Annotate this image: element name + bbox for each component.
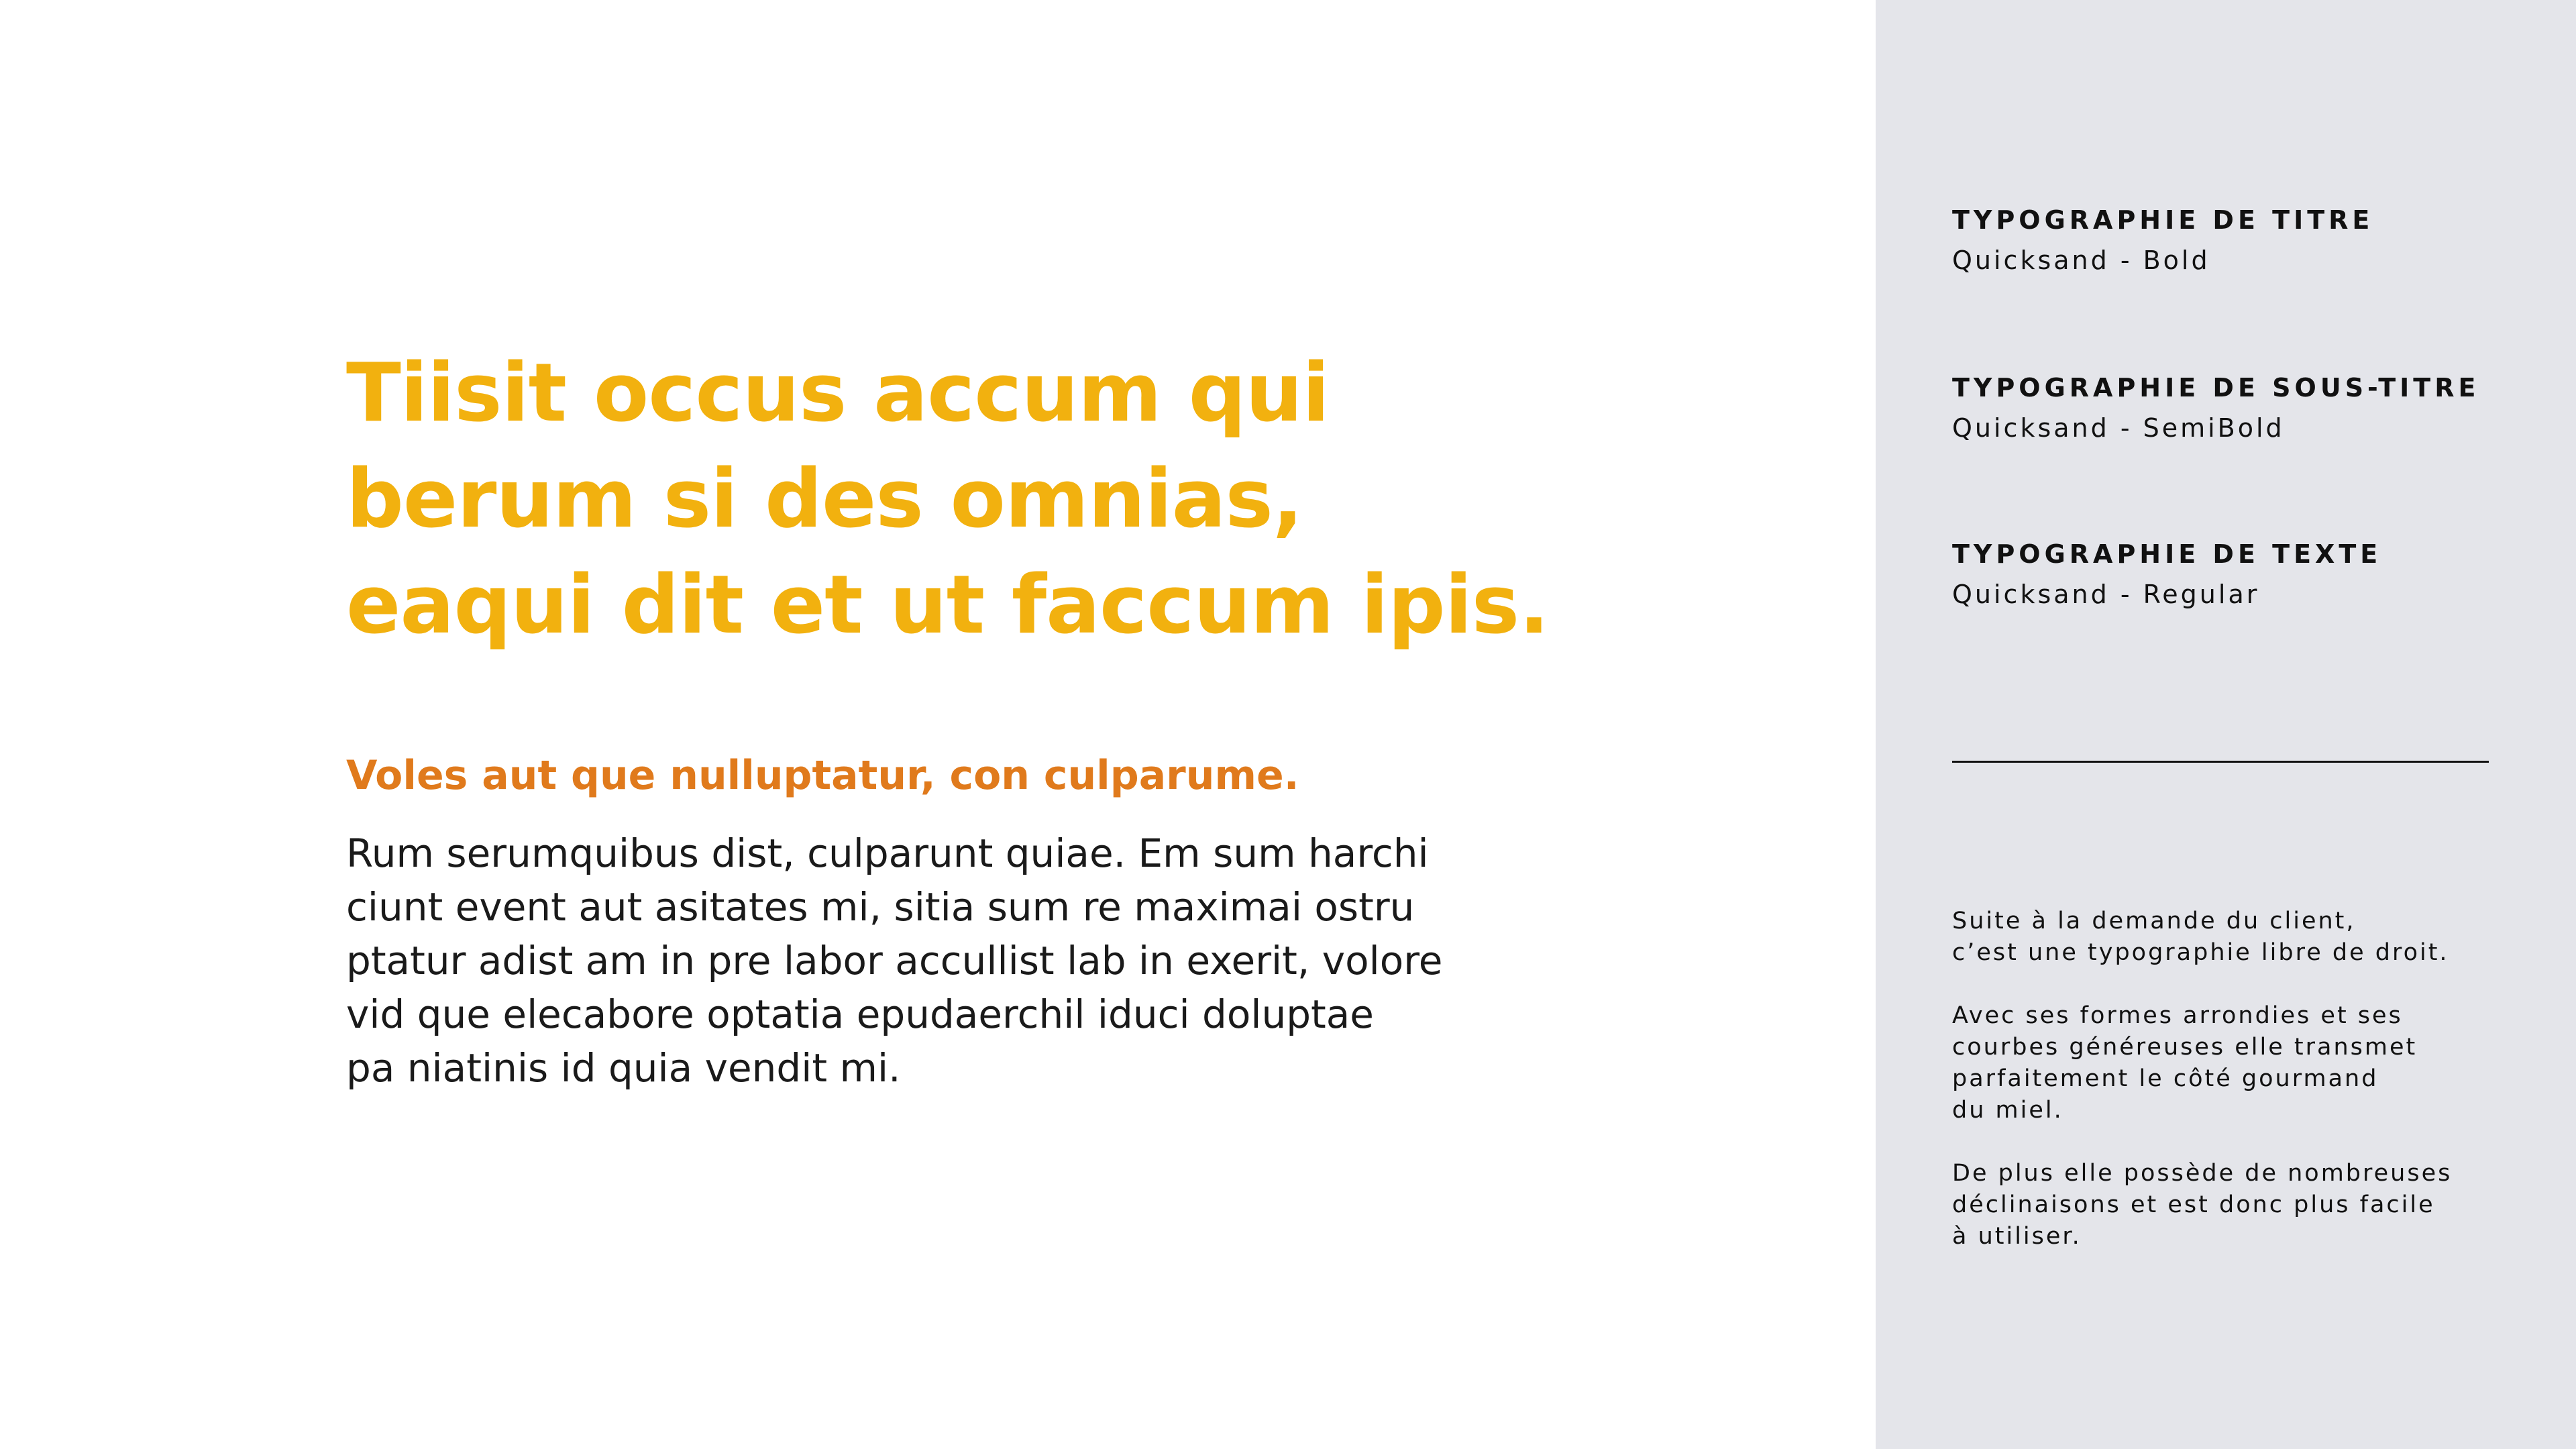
note-line: du miel. (1952, 1097, 2063, 1124)
spec-font-name: Quicksand - SemiBold (1952, 413, 2285, 443)
headline-line-2: berum si des omnias, (346, 453, 1303, 546)
body-line-4: vid que elecabore optatia epudaerchil iduci doluptae (346, 991, 1374, 1037)
headline (346, 341, 1554, 659)
note-line: c’est une typographie libre de droit. (1952, 939, 2449, 966)
spec-heading: TYPOGRAPHIE DE TITRE (1952, 205, 2374, 235)
spec-title-typography (1952, 200, 2373, 280)
spec-heading: TYPOGRAPHIE DE SOUS-TITRE (1952, 373, 2480, 402)
body-line-3: ptatur adist am in pre labor accullist lab in exerit, volore (346, 938, 1443, 983)
headline-line-1: Tiisit occus accum qui (346, 347, 1330, 440)
note-line: parfaitement le côté gourmand (1952, 1065, 2379, 1092)
notes (1952, 906, 2556, 1284)
typography-sidebar (1876, 0, 2576, 1449)
spec-text-typography (1952, 534, 2381, 614)
body-text (346, 826, 1540, 1095)
note-line: à utiliser. (1952, 1223, 2082, 1250)
body-line-1: Rum serumquibus dist, culparunt quiae. Em sum harchi (346, 830, 1429, 876)
note-paragraph-1 (1952, 906, 2556, 969)
divider-line (1952, 761, 2489, 763)
note-line: déclinaisons et est donc plus facile (1952, 1191, 2435, 1218)
note-paragraph-3 (1952, 1158, 2556, 1252)
note-line: De plus elle possède de nombreuses (1952, 1160, 2453, 1187)
note-line: Suite à la demande du client, (1952, 908, 2356, 934)
spec-subtitle-typography (1952, 368, 2479, 448)
headline-line-3: eaqui dit et ut faccum ipis. (346, 559, 1549, 652)
body-line-2: ciunt event aut asitates mi, sitia sum re maximai ostru (346, 884, 1415, 930)
note-paragraph-2 (1952, 1000, 2556, 1126)
spec-heading: TYPOGRAPHIE DE TEXTE (1952, 539, 2382, 569)
subtitle: Voles aut que nulluptatur, con culparume. (346, 752, 1299, 799)
spec-font-name: Quicksand - Regular (1952, 580, 2260, 609)
note-line: Avec ses formes arrondies et ses (1952, 1002, 2403, 1029)
body-line-5: pa niatinis id quia vendit mi. (346, 1045, 901, 1091)
note-line: courbes généreuses elle transmet (1952, 1034, 2418, 1061)
spec-font-name: Quicksand - Bold (1952, 246, 2210, 275)
